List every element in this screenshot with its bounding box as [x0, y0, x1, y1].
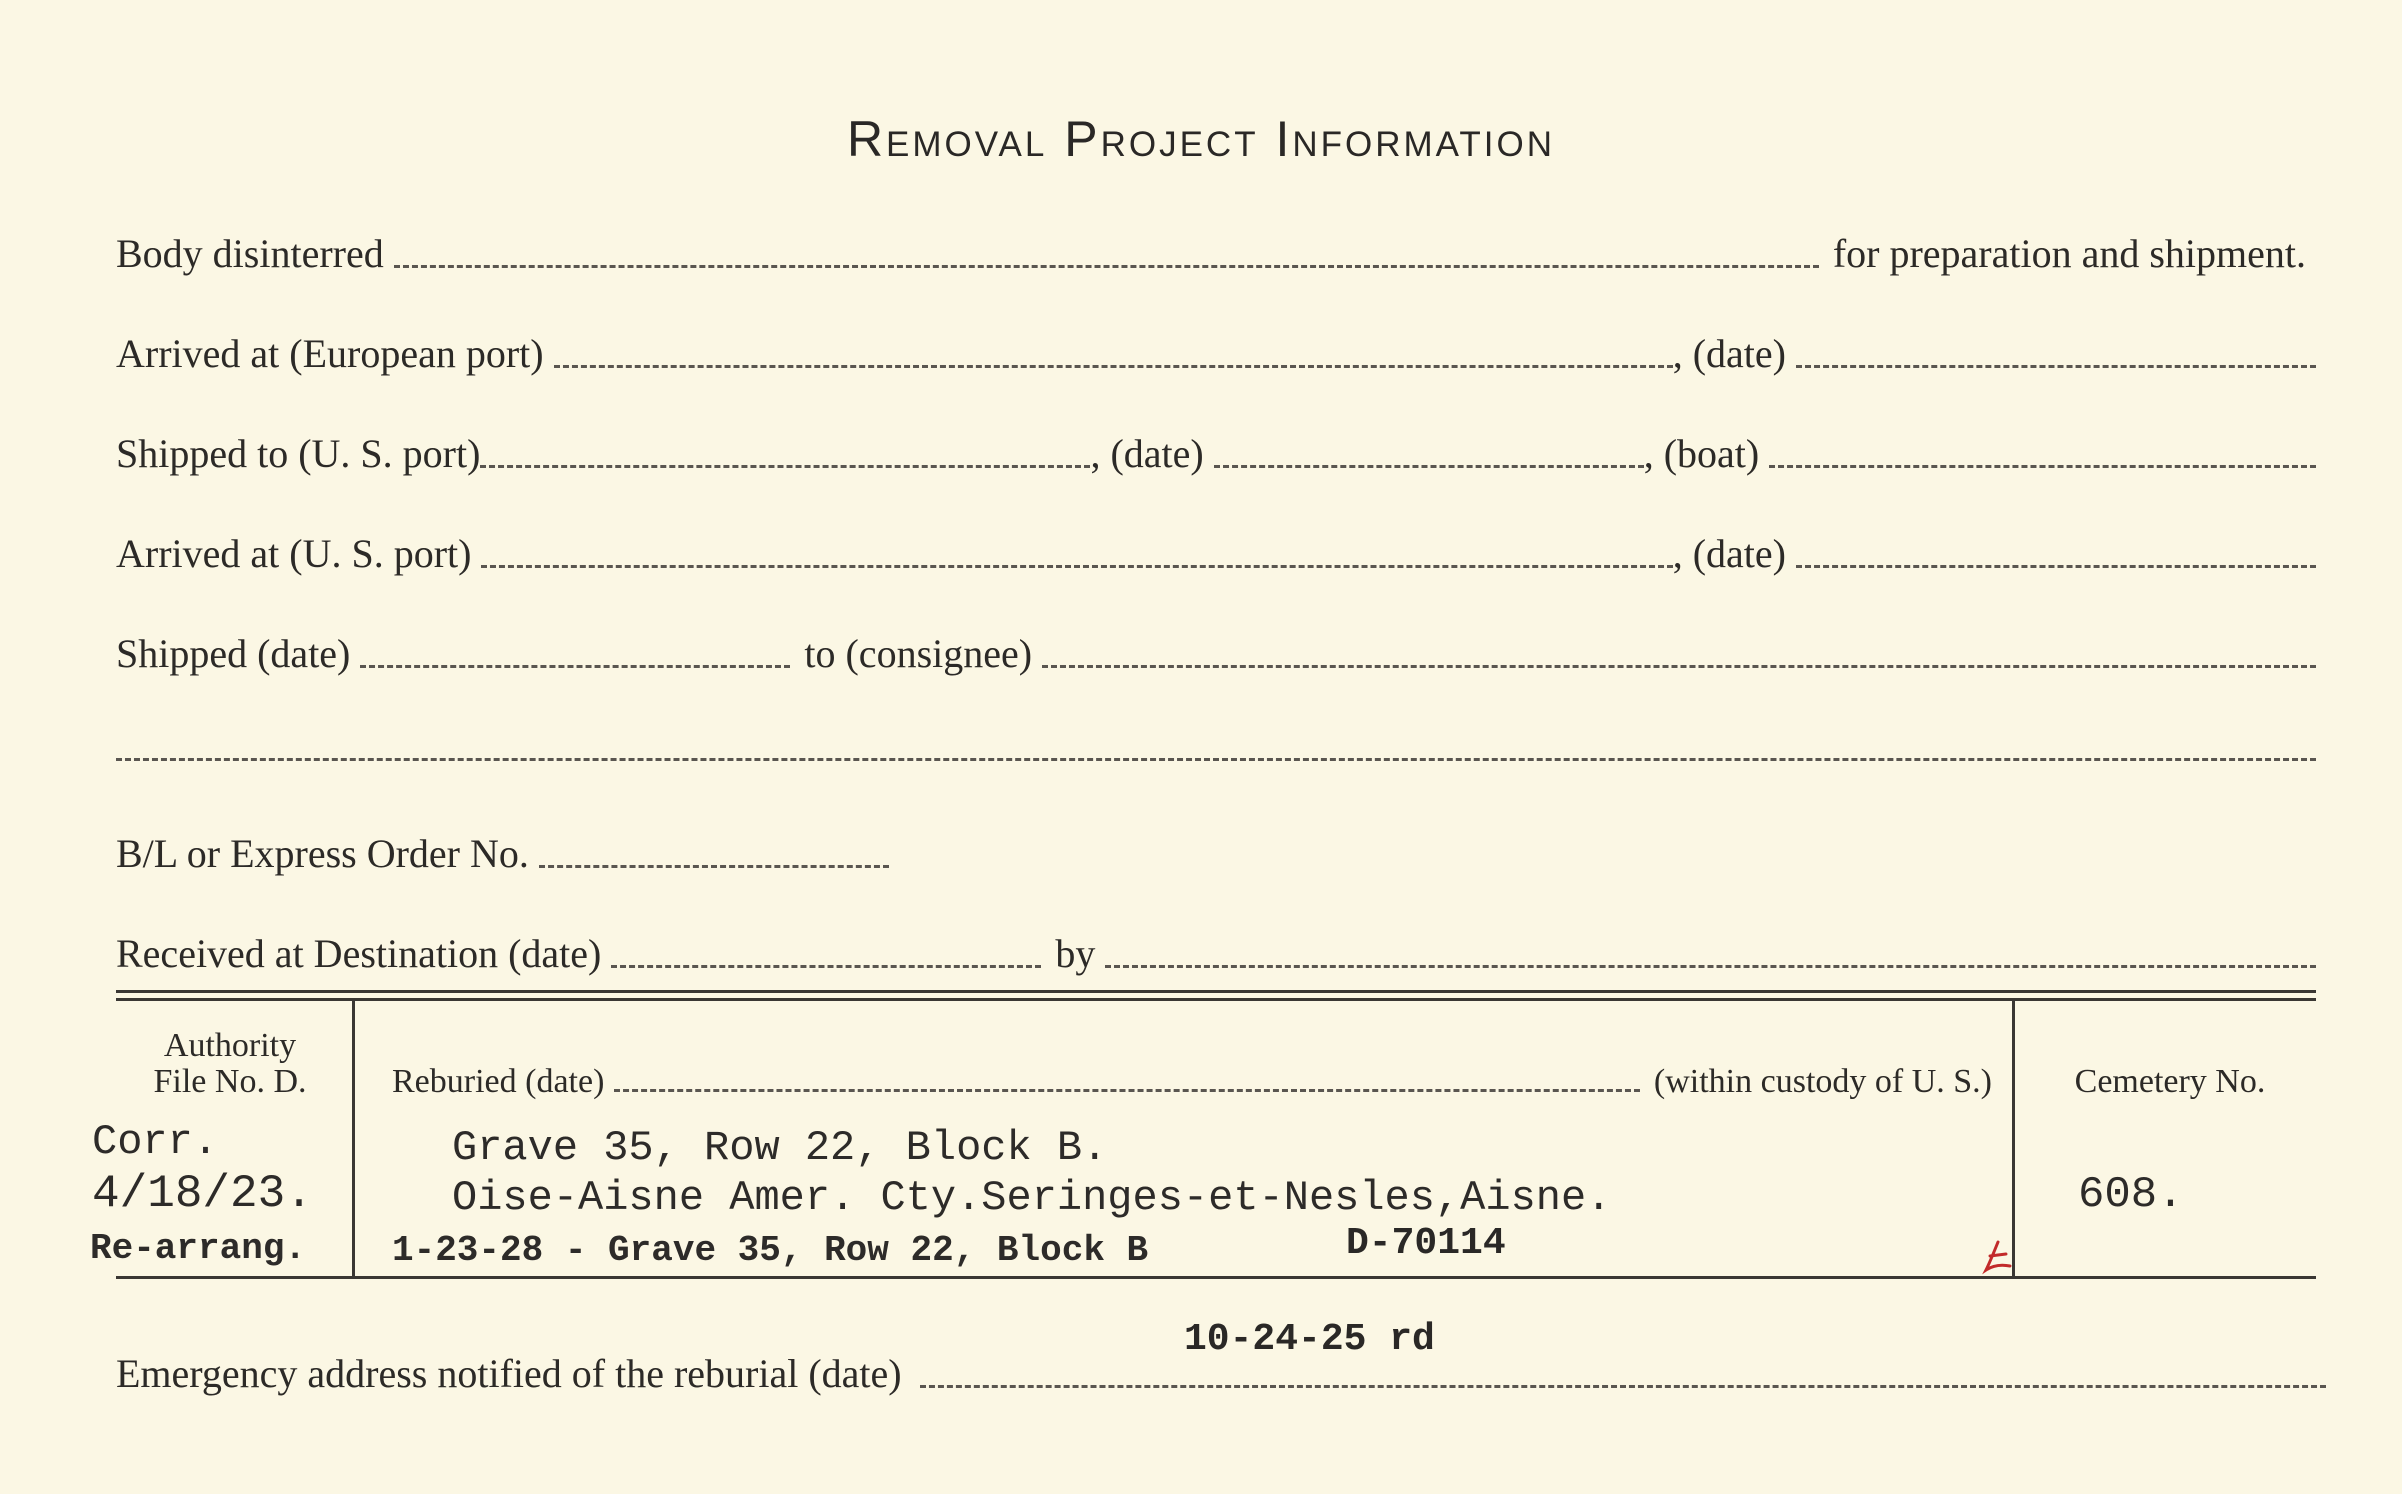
table-bottom-rule: [116, 1276, 2316, 1279]
authority-value-date: 4/18/23.: [92, 1168, 313, 1220]
row-shipped-date: [116, 620, 2316, 680]
field-body-disinterred[interactable]: [394, 265, 1819, 268]
reburied-header: [392, 1064, 1992, 1100]
column-divider-1: [352, 1000, 355, 1276]
row-arrived-european: [116, 320, 2316, 380]
field-emergency-date[interactable]: [920, 1385, 2326, 1388]
field-bl-order[interactable]: [539, 865, 889, 868]
row-bl-order: [116, 820, 2316, 880]
red-check-mark-icon: [1976, 1236, 2026, 1276]
label-arrived-us: Arrived at (U. S. port): [116, 531, 472, 576]
label-boat: , (boat): [1643, 431, 1760, 476]
field-boat[interactable]: [1769, 465, 2316, 468]
field-arrived-us-port[interactable]: [481, 565, 1672, 568]
label-for-preparation: for preparation and shipment.: [1832, 231, 2306, 276]
label-shipped-to-us: Shipped to (U. S. port): [116, 431, 481, 476]
table-top-rule: [116, 990, 2316, 993]
label-arrived-european: Arrived at (European port): [116, 331, 544, 376]
row-received-destination: [116, 920, 2316, 980]
field-ship-date[interactable]: [1214, 465, 1644, 468]
authority-header: [130, 1028, 330, 1100]
field-consignee-continued[interactable]: [116, 758, 2316, 761]
emergency-date-value: 10-24-25 rd: [1184, 1318, 1435, 1361]
label-date: , (date): [1090, 431, 1204, 476]
label-body-disinterred: Body disinterred: [116, 231, 384, 276]
label-received-destination: Received at Destination (date): [116, 931, 602, 976]
label-bl-order: B/L or Express Order No.: [116, 831, 529, 876]
row-shipped-to-us: [116, 420, 2316, 480]
field-arrived-us-date[interactable]: [1796, 565, 2316, 568]
label-to-consignee: to (consignee): [804, 631, 1033, 676]
authority-value-rearrange: Re-arrang.: [90, 1228, 307, 1269]
field-european-port[interactable]: [554, 365, 1673, 368]
authority-header-line-2: File No. D.: [153, 1063, 307, 1100]
reburied-date-label: Reburied (date): [392, 1063, 605, 1100]
field-shipped-date[interactable]: [360, 665, 790, 668]
row-body-disinterred: [116, 220, 2316, 280]
label-emergency-address: Emergency address notified of the reburial (date): [116, 1351, 902, 1396]
authority-header-line-1: Authority: [163, 1027, 297, 1064]
label-by: by: [1055, 931, 1096, 976]
custody-label: (within custody of U. S.): [1653, 1063, 1992, 1100]
reburial-cemetery-line: Oise-Aisne Amer. Cty.Seringes-et-Nesles,Aisne.: [452, 1174, 1612, 1222]
field-consignee[interactable]: [1042, 665, 2316, 668]
field-european-date[interactable]: [1796, 365, 2316, 368]
card-title: Removal Project Information: [846, 111, 1556, 167]
field-received-by[interactable]: [1105, 965, 2316, 968]
authority-value-corr: Corr.: [92, 1118, 219, 1166]
reburial-grave-line: Grave 35, Row 22, Block B.: [452, 1124, 1108, 1172]
column-divider-2: [2012, 1000, 2015, 1276]
label-date: , (date): [1672, 531, 1786, 576]
label-date: , (date): [1672, 331, 1786, 376]
file-stamp: D-70114: [1346, 1222, 1506, 1265]
cemetery-header: Cemetery No.: [2074, 1063, 2266, 1100]
field-received-date[interactable]: [611, 965, 1041, 968]
field-us-port[interactable]: [480, 465, 1090, 468]
row-arrived-us: [116, 520, 2316, 580]
field-reburied-date[interactable]: [614, 1089, 1640, 1092]
label-shipped-date: Shipped (date): [116, 631, 351, 676]
cemetery-number: 608.: [2078, 1170, 2184, 1220]
reburial-rearranged-line: 1-23-28 - Grave 35, Row 22, Block B: [392, 1230, 1149, 1271]
table-top-rule-2: [116, 998, 2316, 1001]
